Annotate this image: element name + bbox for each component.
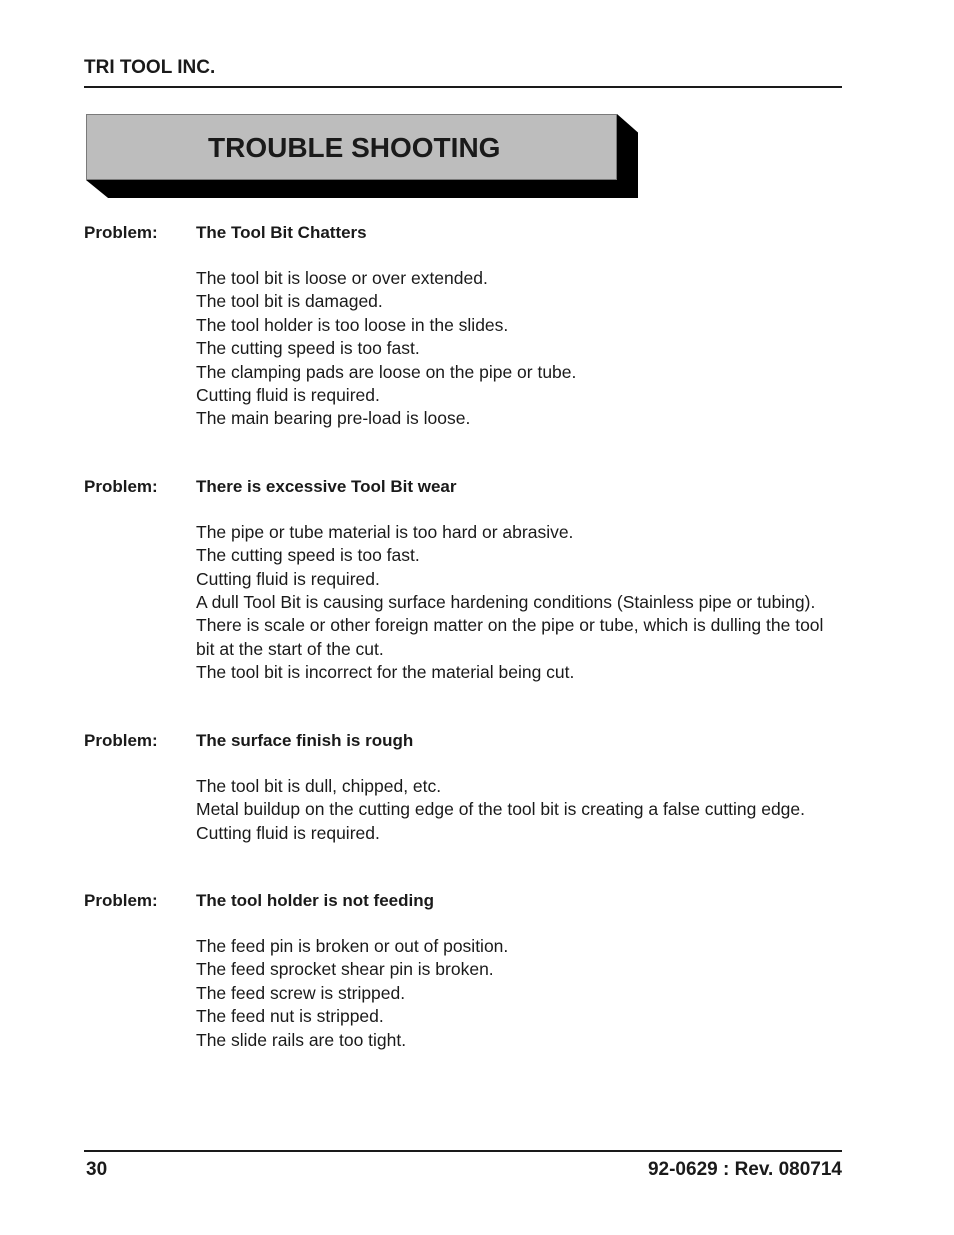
- cause-item: Metal buildup on the cutting edge of the tool bit is creating a false cutting edge.: [196, 799, 806, 820]
- cause-item: The pipe or tube material is too hard or abrasive.: [196, 521, 574, 542]
- cause-item: The tool bit is damaged.: [196, 291, 383, 312]
- problem-block: [84, 475, 842, 685]
- cause-item: The cutting speed is too fast.: [196, 338, 420, 359]
- cause-item: The feed pin is broken or out of position.: [196, 935, 509, 956]
- cause-list: [196, 935, 842, 1052]
- page-number: 30: [86, 1159, 108, 1180]
- cause-item: Cutting fluid is required.: [196, 385, 380, 406]
- cause-item: Cutting fluid is required.: [196, 568, 380, 589]
- cause-item: The feed nut is stripped.: [196, 1006, 384, 1027]
- cause-item: The tool bit is dull, chipped, etc.: [196, 775, 442, 796]
- banner-box: [86, 114, 617, 180]
- cause-item: The feed screw is stripped.: [196, 982, 406, 1003]
- problem-heading: [84, 475, 842, 499]
- cause-list: [196, 267, 842, 431]
- problem-title: The tool holder is not feeding: [196, 890, 434, 910]
- problem-title: The surface finish is rough: [196, 730, 414, 750]
- problem-heading: [84, 889, 842, 913]
- problem-title: There is excessive Tool Bit wear: [196, 476, 457, 496]
- cause-item: The tool bit is incorrect for the material being cut.: [196, 662, 575, 683]
- section-title: TROUBLE SHOOTING: [208, 132, 501, 163]
- cause-item: The feed sprocket shear pin is broken.: [196, 959, 494, 980]
- cause-item: The main bearing pre-load is loose.: [196, 408, 471, 429]
- cause-item: The tool holder is too loose in the slides.: [196, 314, 509, 335]
- company-name: TRI TOOL INC.: [84, 57, 216, 78]
- section-title-banner: [86, 114, 638, 200]
- document-revision: 92-0629 : Rev. 080714: [647, 1159, 842, 1180]
- banner-shadow-bottom: [86, 180, 638, 198]
- problem-heading: [84, 729, 842, 753]
- cause-item: The tool bit is loose or over extended.: [196, 268, 488, 288]
- cause-item: Cutting fluid is required.: [196, 822, 380, 843]
- cause-item: The cutting speed is too fast.: [196, 545, 420, 566]
- troubleshooting-content: [84, 221, 842, 1096]
- page-header: [84, 56, 842, 88]
- problem-label: Problem:: [84, 476, 158, 496]
- problem-block: [84, 729, 842, 845]
- cause-list: [196, 775, 842, 845]
- cause-item: A dull Tool Bit is causing surface hardening conditions (Stainless pipe or tubing).: [196, 592, 816, 613]
- cause-item: The clamping pads are loose on the pipe or tube.: [196, 361, 577, 382]
- page-footer: [84, 1150, 842, 1184]
- problem-label: Problem:: [84, 890, 158, 910]
- problem-title: The Tool Bit Chatters: [196, 223, 367, 242]
- problem-label: Problem:: [84, 730, 158, 750]
- problem-block: [84, 221, 842, 431]
- cause-list: [196, 521, 842, 685]
- problem-label: Problem:: [84, 223, 158, 242]
- problem-block: [84, 889, 842, 1052]
- cause-item: There is scale or other foreign matter on the pipe or tube, which is dulling the tool bit at the start of the cut.: [196, 615, 824, 659]
- cause-item: The slide rails are too tight.: [196, 1029, 407, 1050]
- problem-heading: [84, 221, 842, 245]
